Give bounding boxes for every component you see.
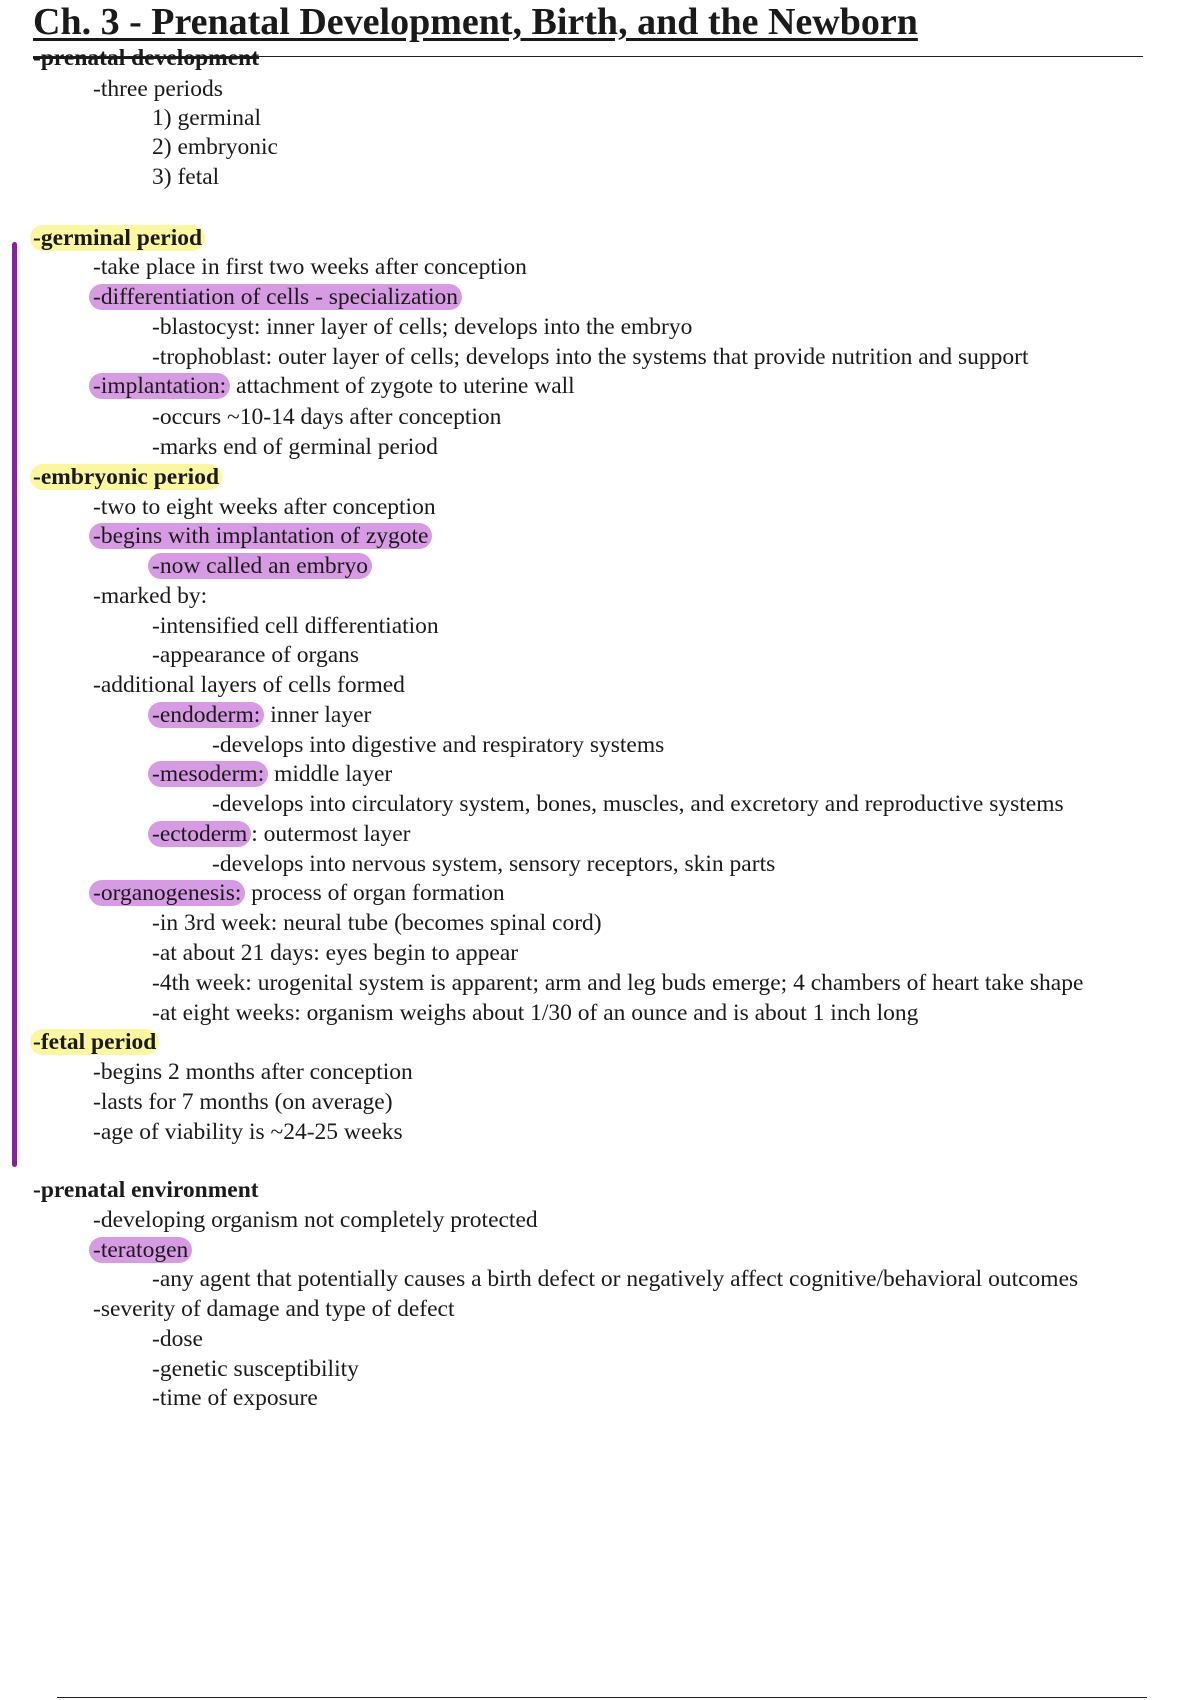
germinal-line: -occurs ~10-14 days after conception	[152, 404, 502, 430]
environment-line	[93, 1236, 192, 1264]
fetal-line: -lasts for 7 months (on average)	[93, 1089, 393, 1115]
purple-margin-bar	[12, 242, 17, 1167]
organogenesis-detail: -at about 21 days: eyes begin to appear	[152, 940, 519, 966]
germinal-line: -marks end of germinal period	[152, 434, 438, 460]
period-germinal: 1) germinal	[152, 105, 261, 131]
pink-highlight: -mesoderm:	[148, 761, 268, 787]
organogenesis-detail: -4th week: urogenital system is apparent; arm and leg buds emerge; 4 chambers of heart take shape	[152, 970, 1084, 996]
yellow-highlight: -embryonic period	[30, 464, 222, 490]
embryonic-line	[152, 552, 372, 580]
pink-highlight: -organogenesis:	[89, 880, 245, 906]
page-title: Ch. 3 - Prenatal Development, Birth, and the Newborn	[33, 1, 918, 43]
pink-highlight: -begins with implantation of zygote	[89, 523, 432, 549]
teratogen-definition: -any agent that potentially causes a birth defect or negatively affect cognitive/behavioral outcomes	[152, 1266, 1079, 1292]
environment-line: -developing organism not completely protected	[93, 1207, 538, 1233]
fetal-period-heading	[33, 1028, 159, 1056]
prenatal-development-heading: -prenatal development	[33, 45, 260, 71]
germinal-line	[93, 283, 462, 311]
three-periods-line: -three periods	[93, 76, 223, 102]
mesoderm-detail: -develops into circulatory system, bones, muscles, and excretory and reproductive systems	[212, 791, 1064, 817]
severity-factor: -time of exposure	[152, 1385, 318, 1411]
embryonic-line: -two to eight weeks after conception	[93, 494, 436, 520]
pink-highlight: -endoderm:	[148, 702, 264, 728]
yellow-highlight: -germinal period	[30, 225, 205, 251]
bottom-rule	[57, 1697, 1147, 1698]
embryonic-line: -marked by:	[93, 583, 208, 609]
definition-text: process of organ formation	[245, 880, 505, 906]
embryonic-period-heading	[33, 463, 222, 491]
environment-line: -severity of damage and type of defect	[93, 1296, 455, 1322]
embryonic-line: -appearance of organs	[152, 642, 360, 668]
ectoderm-line	[152, 820, 411, 848]
severity-factor: -dose	[152, 1326, 203, 1352]
embryonic-line: -additional layers of cells formed	[93, 672, 405, 698]
definition-text: middle layer	[268, 761, 393, 787]
embryonic-line	[93, 522, 432, 550]
endoderm-line	[152, 701, 371, 729]
germinal-line: -take place in first two weeks after conception	[93, 254, 527, 280]
pink-highlight: -implantation:	[89, 373, 230, 399]
germinal-period-heading	[33, 224, 205, 252]
organogenesis-detail: -in 3rd week: neural tube (becomes spinal cord)	[152, 910, 602, 936]
organogenesis-detail: -at eight weeks: organism weighs about 1/30 of an ounce and is about 1 inch long	[152, 1000, 919, 1026]
germinal-line: -trophoblast: outer layer of cells; develops into the systems that provide nutrition and support	[152, 344, 1029, 370]
prenatal-environment-heading: -prenatal environment	[33, 1177, 259, 1203]
fetal-line: -age of viability is ~24-25 weeks	[93, 1119, 403, 1145]
germinal-line	[93, 372, 575, 400]
ectoderm-detail: -develops into nervous system, sensory receptors, skin parts	[212, 851, 776, 877]
embryonic-line: -intensified cell differentiation	[152, 613, 439, 639]
definition-text: : outermost layer	[251, 821, 411, 847]
organogenesis-line	[93, 879, 505, 907]
definition-text: attachment of zygote to uterine wall	[230, 373, 575, 399]
pink-highlight: -now called an embryo	[148, 553, 372, 579]
pink-highlight: -teratogen	[89, 1237, 192, 1263]
fetal-line: -begins 2 months after conception	[93, 1059, 413, 1085]
period-fetal: 3) fetal	[152, 164, 220, 190]
germinal-line: -blastocyst: inner layer of cells; develops into the embryo	[152, 314, 693, 340]
severity-factor: -genetic susceptibility	[152, 1356, 359, 1382]
mesoderm-line	[152, 760, 392, 788]
endoderm-detail: -develops into digestive and respiratory systems	[212, 732, 665, 758]
period-embryonic: 2) embryonic	[152, 134, 278, 160]
definition-text: inner layer	[264, 702, 372, 728]
pink-highlight: -ectoderm	[148, 821, 251, 847]
pink-highlight: -differentiation of cells - specialization	[89, 284, 462, 310]
yellow-highlight: -fetal period	[30, 1029, 159, 1055]
